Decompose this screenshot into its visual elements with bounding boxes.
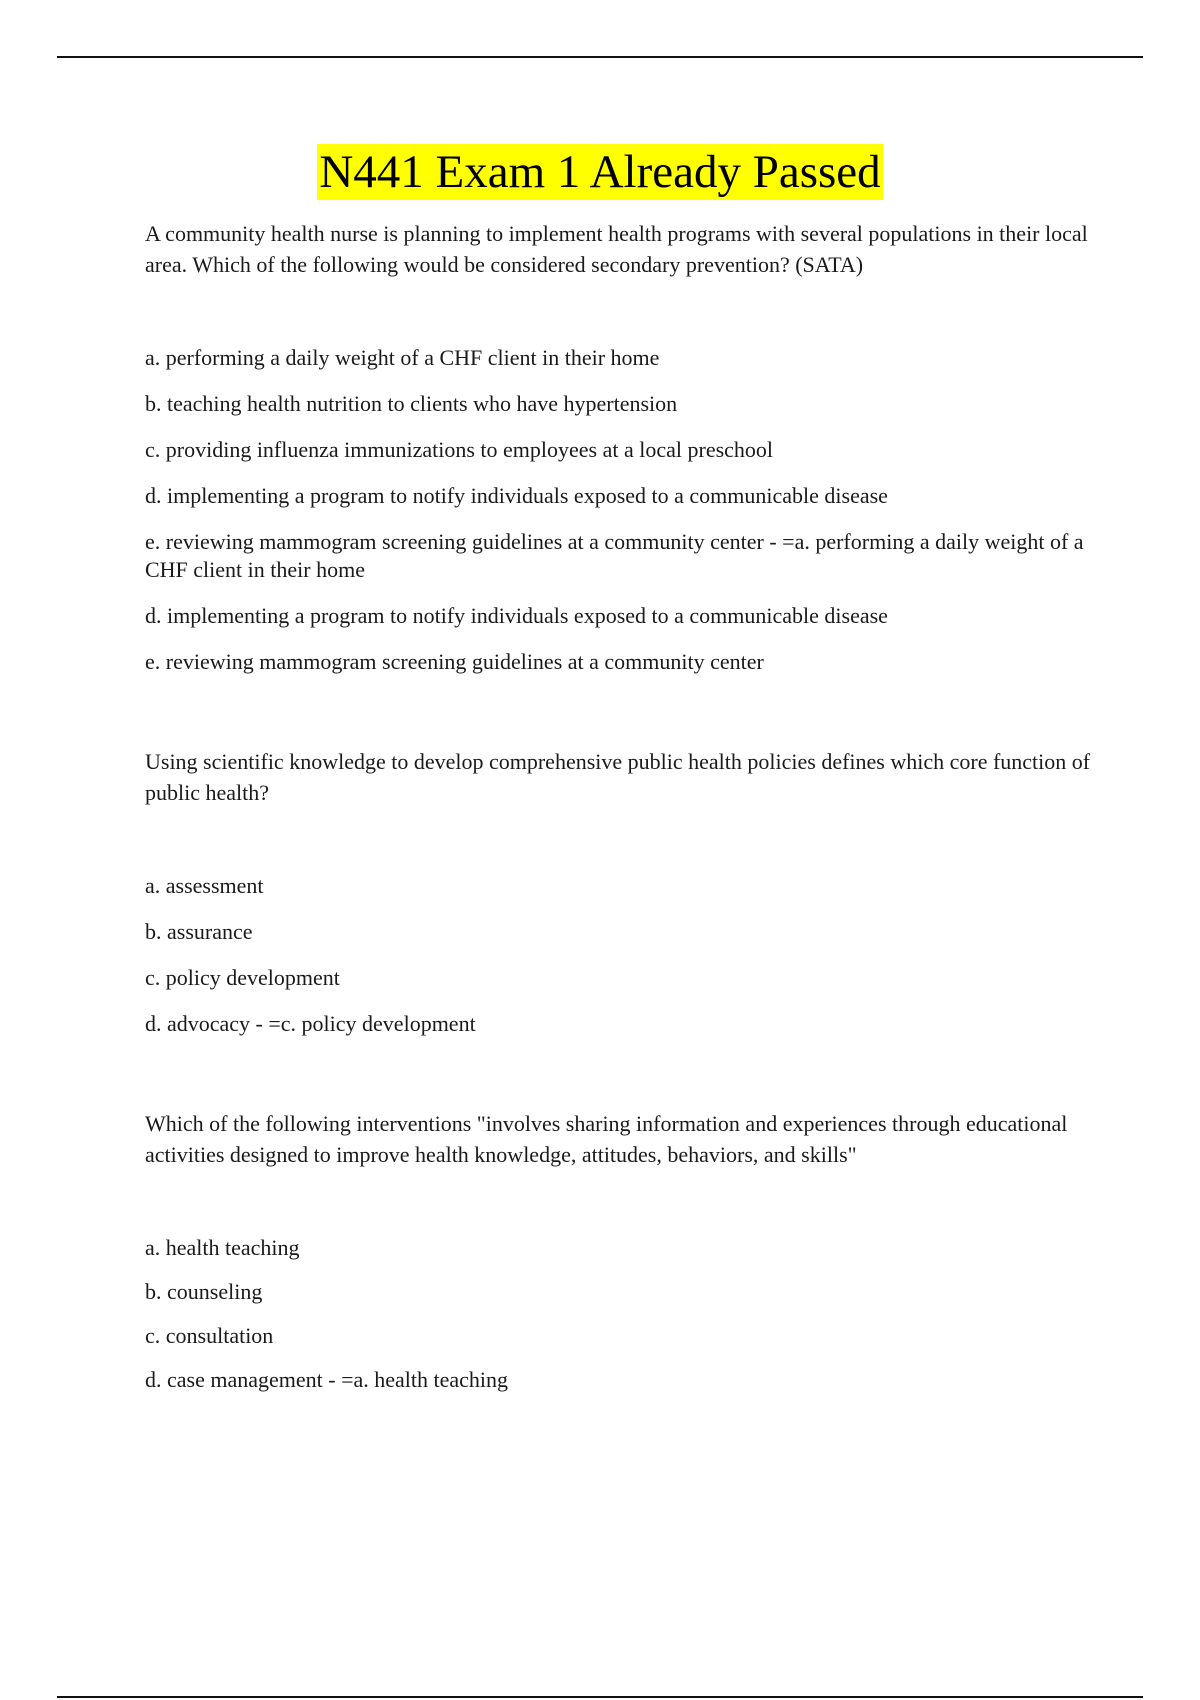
question-prompt: Using scientific knowledge to develop comprehensive public health policies defines which core function of public health? [145, 749, 1091, 805]
answer-option: b. teaching health nutrition to clients who have hypertension [145, 391, 678, 416]
answer-option: d. advocacy - =c. policy development [145, 1011, 476, 1036]
answer-option: b. assurance [145, 919, 253, 944]
document-body [145, 218, 1095, 1410]
answer-option: b. counseling [145, 1279, 263, 1304]
answer-option: e. reviewing mammogram screening guidelines at a community center - =a. performing a daily weight of a CHF client in their home [145, 529, 1084, 582]
question-prompt: Which of the following interventions "involves sharing information and experiences through educational activities designed to improve health knowledge, attitudes, behaviors, and skills" [145, 1111, 1068, 1167]
answer-option: c. consultation [145, 1323, 274, 1348]
bottom-divider [57, 1696, 1143, 1698]
document-title: N441 Exam 1 Already Passed [319, 146, 881, 198]
question-block-1 [145, 218, 1095, 676]
answer-options [145, 1234, 1095, 1394]
answer-option: a. health teaching [145, 1235, 300, 1260]
title-container [0, 144, 1200, 200]
question-block-2 [145, 746, 1095, 1038]
answer-option: c. policy development [145, 965, 340, 990]
answer-options [145, 344, 1095, 676]
answer-option: e. reviewing mammogram screening guidelines at a community center [145, 649, 764, 674]
question-prompt: A community health nurse is planning to implement health programs with several populations in their local area. Which of the following would be considered secondary prevention? (SATA) [145, 221, 1088, 277]
answer-option: a. performing a daily weight of a CHF client in their home [145, 345, 660, 370]
question-block-3 [145, 1108, 1095, 1394]
answer-option: c. providing influenza immunizations to employees at a local preschool [145, 437, 774, 462]
answer-option: d. implementing a program to notify individuals exposed to a communicable disease [145, 603, 888, 628]
top-divider [57, 56, 1143, 58]
answer-option: d. case management - =a. health teaching [145, 1367, 509, 1392]
answer-options [145, 872, 1095, 1038]
answer-option: d. implementing a program to notify individuals exposed to a communicable disease [145, 483, 888, 508]
answer-option: a. assessment [145, 873, 264, 898]
